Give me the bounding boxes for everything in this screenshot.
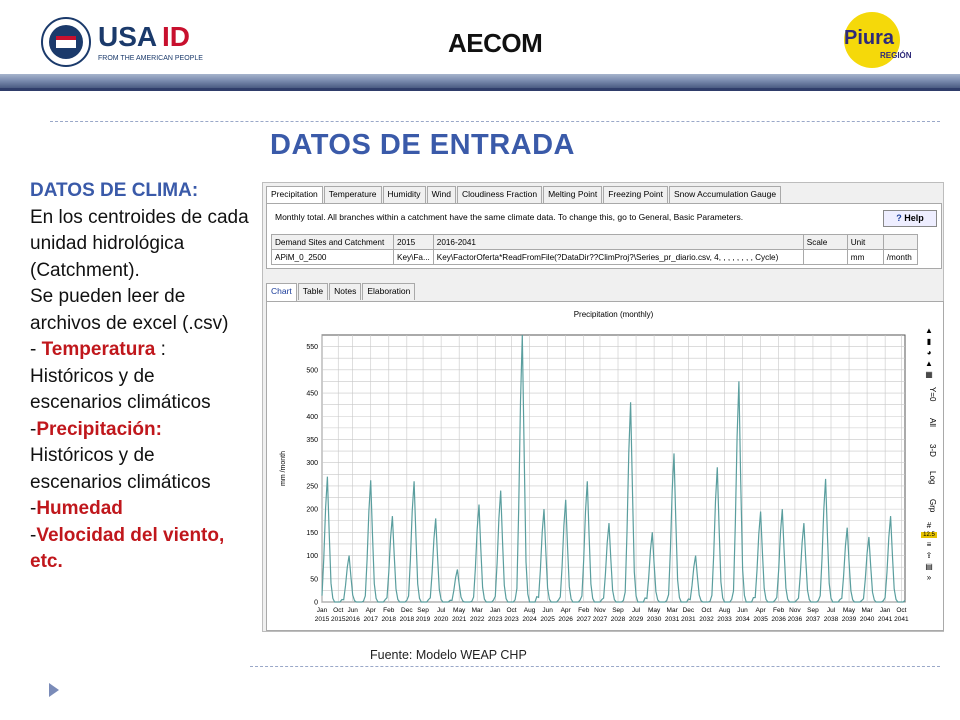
x-tick-label: Oct xyxy=(701,607,712,614)
help-button[interactable]: ? Help xyxy=(883,210,937,227)
x-tick-year: 2015 xyxy=(314,616,330,623)
tab-humidity[interactable]: Humidity xyxy=(383,186,426,203)
x-tick-year: 2021 xyxy=(451,616,467,623)
x-tick-year: 2023 xyxy=(504,616,519,623)
usaid-logo xyxy=(40,12,215,72)
page-title: DATOS DE ENTRADA xyxy=(270,129,575,161)
table-cell[interactable]: /month xyxy=(883,250,917,265)
wind-item: -Velocidad del viento, etc. xyxy=(30,524,225,572)
chart-title: Precipitation (monthly) xyxy=(573,310,654,319)
x-tick-label: Feb xyxy=(383,607,395,614)
export-icon[interactable]: ⇪ xyxy=(925,551,933,560)
view-tabs xyxy=(266,283,416,301)
precip-chart xyxy=(267,302,917,630)
x-tick-label: Jun xyxy=(542,607,553,614)
y-tick-label: 0 xyxy=(314,599,318,607)
y-tick-label: 100 xyxy=(306,553,318,561)
area-icon[interactable]: ▲ xyxy=(925,359,933,368)
x-tick-year: 2018 xyxy=(399,616,415,623)
x-tick-year: 2028 xyxy=(610,616,626,623)
x-tick-label: Apr xyxy=(560,607,571,614)
divider xyxy=(250,666,940,667)
x-tick-label: Jun xyxy=(347,607,358,614)
x-tick-year: 2037 xyxy=(805,616,821,623)
x-tick-year: 2025 xyxy=(540,616,555,623)
pattern-icon[interactable]: ▦ xyxy=(925,370,933,379)
table-cell[interactable]: Key\FactorOferta*ReadFromFile(?DataDir??ClimProj?\Series_pr_diario.csv, 4, , , , , , , , Cycle) xyxy=(433,250,803,265)
x-tick-year: 2039 xyxy=(841,616,857,623)
bullet-arrow-icon xyxy=(49,683,59,697)
x-tick-year: 2017 xyxy=(363,616,378,623)
x-tick-year: 2018 xyxy=(381,616,397,623)
tab-cloudiness-fraction[interactable]: Cloudiness Fraction xyxy=(457,186,542,203)
x-tick-label: May xyxy=(453,607,466,614)
y-tick-label: 400 xyxy=(306,413,318,421)
tab-snow-accumulation-gauge[interactable]: Snow Accumulation Gauge xyxy=(669,186,781,203)
x-tick-label: Nov xyxy=(789,607,801,614)
x-tick-label: Mar xyxy=(471,607,483,614)
x-tick-label: Dec xyxy=(682,607,695,614)
x-tick-label: Sep xyxy=(417,607,429,614)
header-band xyxy=(0,74,960,88)
x-tick-label: Aug xyxy=(718,607,731,614)
x-tick-label: Oct xyxy=(896,607,907,614)
centroids-text: En los centroides de cada unidad hidrológica (Catchment). xyxy=(30,206,249,281)
x-tick-label: Jul xyxy=(826,607,836,614)
tab-precipitation[interactable]: Precipitation xyxy=(266,186,323,204)
x-tick-label: Jan xyxy=(316,607,328,614)
x-tick-year: 2035 xyxy=(753,616,768,623)
chart-type-icon[interactable]: ▲ xyxy=(925,326,933,335)
tab-notes[interactable]: Notes xyxy=(329,283,361,300)
x-tick-label: Oct xyxy=(333,607,344,614)
expression-table xyxy=(271,234,918,265)
tool-y0[interactable]: Y=0 xyxy=(928,386,937,402)
x-tick-label: Sep xyxy=(612,607,624,614)
x-tick-year: 2019 xyxy=(415,616,431,623)
piura-logo xyxy=(840,8,930,70)
y-tick-label: 300 xyxy=(306,460,318,468)
plot-area xyxy=(322,335,905,602)
csv-text: Se pueden leer de archivos de excel (.csv) xyxy=(30,286,229,334)
x-tick-year: 2033 xyxy=(717,616,732,623)
x-tick-label: Dec xyxy=(401,607,413,614)
x-tick-label: Jan xyxy=(879,607,891,614)
col-header: Unit xyxy=(847,235,883,250)
x-tick-year: 2030 xyxy=(646,616,662,623)
x-tick-label: Oct xyxy=(506,607,517,614)
pie-icon[interactable]: ◕ xyxy=(926,348,932,357)
tool-3d[interactable]: 3-D xyxy=(928,443,937,457)
x-tick-year: 2031 xyxy=(664,616,680,623)
chart-panel xyxy=(266,301,944,631)
note-text: Monthly total. All branches within a catchment have the same climate data. To change this, go to General, Basic Parameters. xyxy=(275,212,744,222)
x-tick-label: Jul xyxy=(436,607,446,614)
y-tick-label: 250 xyxy=(306,483,318,491)
header-band-line xyxy=(0,88,960,91)
x-tick-label: Sep xyxy=(807,607,819,614)
x-tick-year: 2032 xyxy=(699,616,714,623)
x-tick-year: 2027 xyxy=(592,616,608,623)
aecom-logo xyxy=(448,27,568,59)
x-tick-year: 2041 xyxy=(877,616,893,623)
x-tick-label: Jul xyxy=(631,607,641,614)
x-tick-year: 2020 xyxy=(433,616,449,623)
tab-table[interactable]: Table xyxy=(298,283,328,300)
x-tick-year: 2016 xyxy=(345,616,360,623)
x-tick-label: Feb xyxy=(773,607,785,614)
y-axis-label: mm /month xyxy=(280,450,287,487)
x-tick-label: Mar xyxy=(861,607,873,614)
col-header: 2016-2041 xyxy=(433,235,803,250)
tab-elaboration[interactable]: Elaboration xyxy=(362,283,415,300)
x-tick-year: 2029 xyxy=(628,616,644,623)
clima-heading: DATOS DE CLIMA: xyxy=(30,180,199,201)
x-tick-label: Nov xyxy=(594,607,606,614)
tab-wind[interactable]: Wind xyxy=(427,186,456,203)
svg-text:Piura: Piura xyxy=(844,27,895,49)
x-tick-year: 2015 xyxy=(331,616,346,623)
table-cell[interactable] xyxy=(803,250,847,265)
x-tick-label: May xyxy=(842,607,856,614)
tab-temperature[interactable]: Temperature xyxy=(324,186,382,203)
y-tick-label: 500 xyxy=(306,367,318,375)
x-tick-label: Aug xyxy=(523,607,536,614)
question-icon: ? xyxy=(896,213,902,223)
table-cell[interactable]: mm xyxy=(847,250,883,265)
x-tick-year: 2034 xyxy=(735,616,750,623)
x-tick-year: 2031 xyxy=(681,616,696,623)
svg-text:USA: USA xyxy=(98,21,158,52)
table-cell[interactable]: Key\Fa... xyxy=(394,250,434,265)
x-tick-year: 2023 xyxy=(488,616,503,623)
y-tick-label: 450 xyxy=(306,390,318,398)
svg-text:FROM THE AMERICAN PEOPLE: FROM THE AMERICAN PEOPLE xyxy=(98,55,203,62)
tool-125[interactable]: 12.5 xyxy=(921,532,937,538)
x-tick-year: 2036 xyxy=(787,616,803,623)
col-header: Scale xyxy=(803,235,847,250)
table-cell[interactable]: APiM_0_2500 xyxy=(272,250,394,265)
svg-text:ID: ID xyxy=(162,21,190,52)
left-text xyxy=(30,178,250,576)
x-tick-label: Jan xyxy=(490,607,501,614)
humidity-item: -Humedad xyxy=(30,498,123,519)
x-tick-year: 2027 xyxy=(576,616,591,623)
tool-[interactable]: » xyxy=(926,573,932,582)
x-tick-year: 2026 xyxy=(558,616,573,623)
col-header: 2015 xyxy=(394,235,434,250)
y-tick-label: 200 xyxy=(306,506,318,514)
temperature-item: - Temperatura : Históricos y de escenarios climáticos xyxy=(30,339,211,413)
tab-melting-point[interactable]: Melting Point xyxy=(543,186,602,203)
precipitation-item: -Precipitación: Históricos y de escenarios climáticos xyxy=(30,418,211,493)
expression-panel xyxy=(266,203,942,269)
x-tick-label: Mar xyxy=(666,607,678,614)
y-tick-label: 150 xyxy=(306,529,318,537)
col-header: Demand Sites and Catchment xyxy=(272,235,394,250)
col-header xyxy=(883,235,917,250)
tab-freezing-point[interactable]: Freezing Point xyxy=(603,186,668,203)
tool-log[interactable]: Log xyxy=(928,471,937,485)
tab-chart[interactable]: Chart xyxy=(266,283,297,301)
y-tick-label: 550 xyxy=(306,344,318,352)
x-tick-year: 2022 xyxy=(469,616,485,623)
x-tick-year: 2040 xyxy=(859,616,875,623)
bar-icon[interactable]: ▮ xyxy=(926,337,932,346)
weap-window xyxy=(262,182,944,632)
divider xyxy=(50,121,940,122)
tool-all[interactable]: All xyxy=(928,417,937,427)
y-tick-label: 350 xyxy=(306,436,318,444)
x-tick-label: Apr xyxy=(755,607,766,614)
x-tick-label: Jun xyxy=(737,607,748,614)
source-note: Fuente: Modelo WEAP CHP xyxy=(370,648,527,662)
svg-text:AECOM: AECOM xyxy=(448,28,543,58)
tool-grp[interactable]: Grp xyxy=(928,499,937,513)
x-tick-year: 2041 xyxy=(894,616,909,623)
x-tick-year: 2038 xyxy=(823,616,839,623)
variable-tabs xyxy=(266,186,782,203)
x-tick-label: Apr xyxy=(365,607,376,614)
svg-text:REGIÓN: REGIÓN xyxy=(880,51,912,60)
x-tick-year: 2036 xyxy=(771,616,786,623)
y-tick-label: 50 xyxy=(310,576,318,584)
x-tick-year: 2024 xyxy=(522,616,537,623)
x-tick-label: May xyxy=(647,607,661,614)
chart-toolbar xyxy=(921,324,943,630)
print-icon[interactable]: ▤ xyxy=(925,562,933,571)
lines-icon[interactable]: ≡ xyxy=(926,540,932,549)
x-tick-label: Feb xyxy=(578,607,590,614)
grid-icon[interactable]: # xyxy=(926,521,932,530)
